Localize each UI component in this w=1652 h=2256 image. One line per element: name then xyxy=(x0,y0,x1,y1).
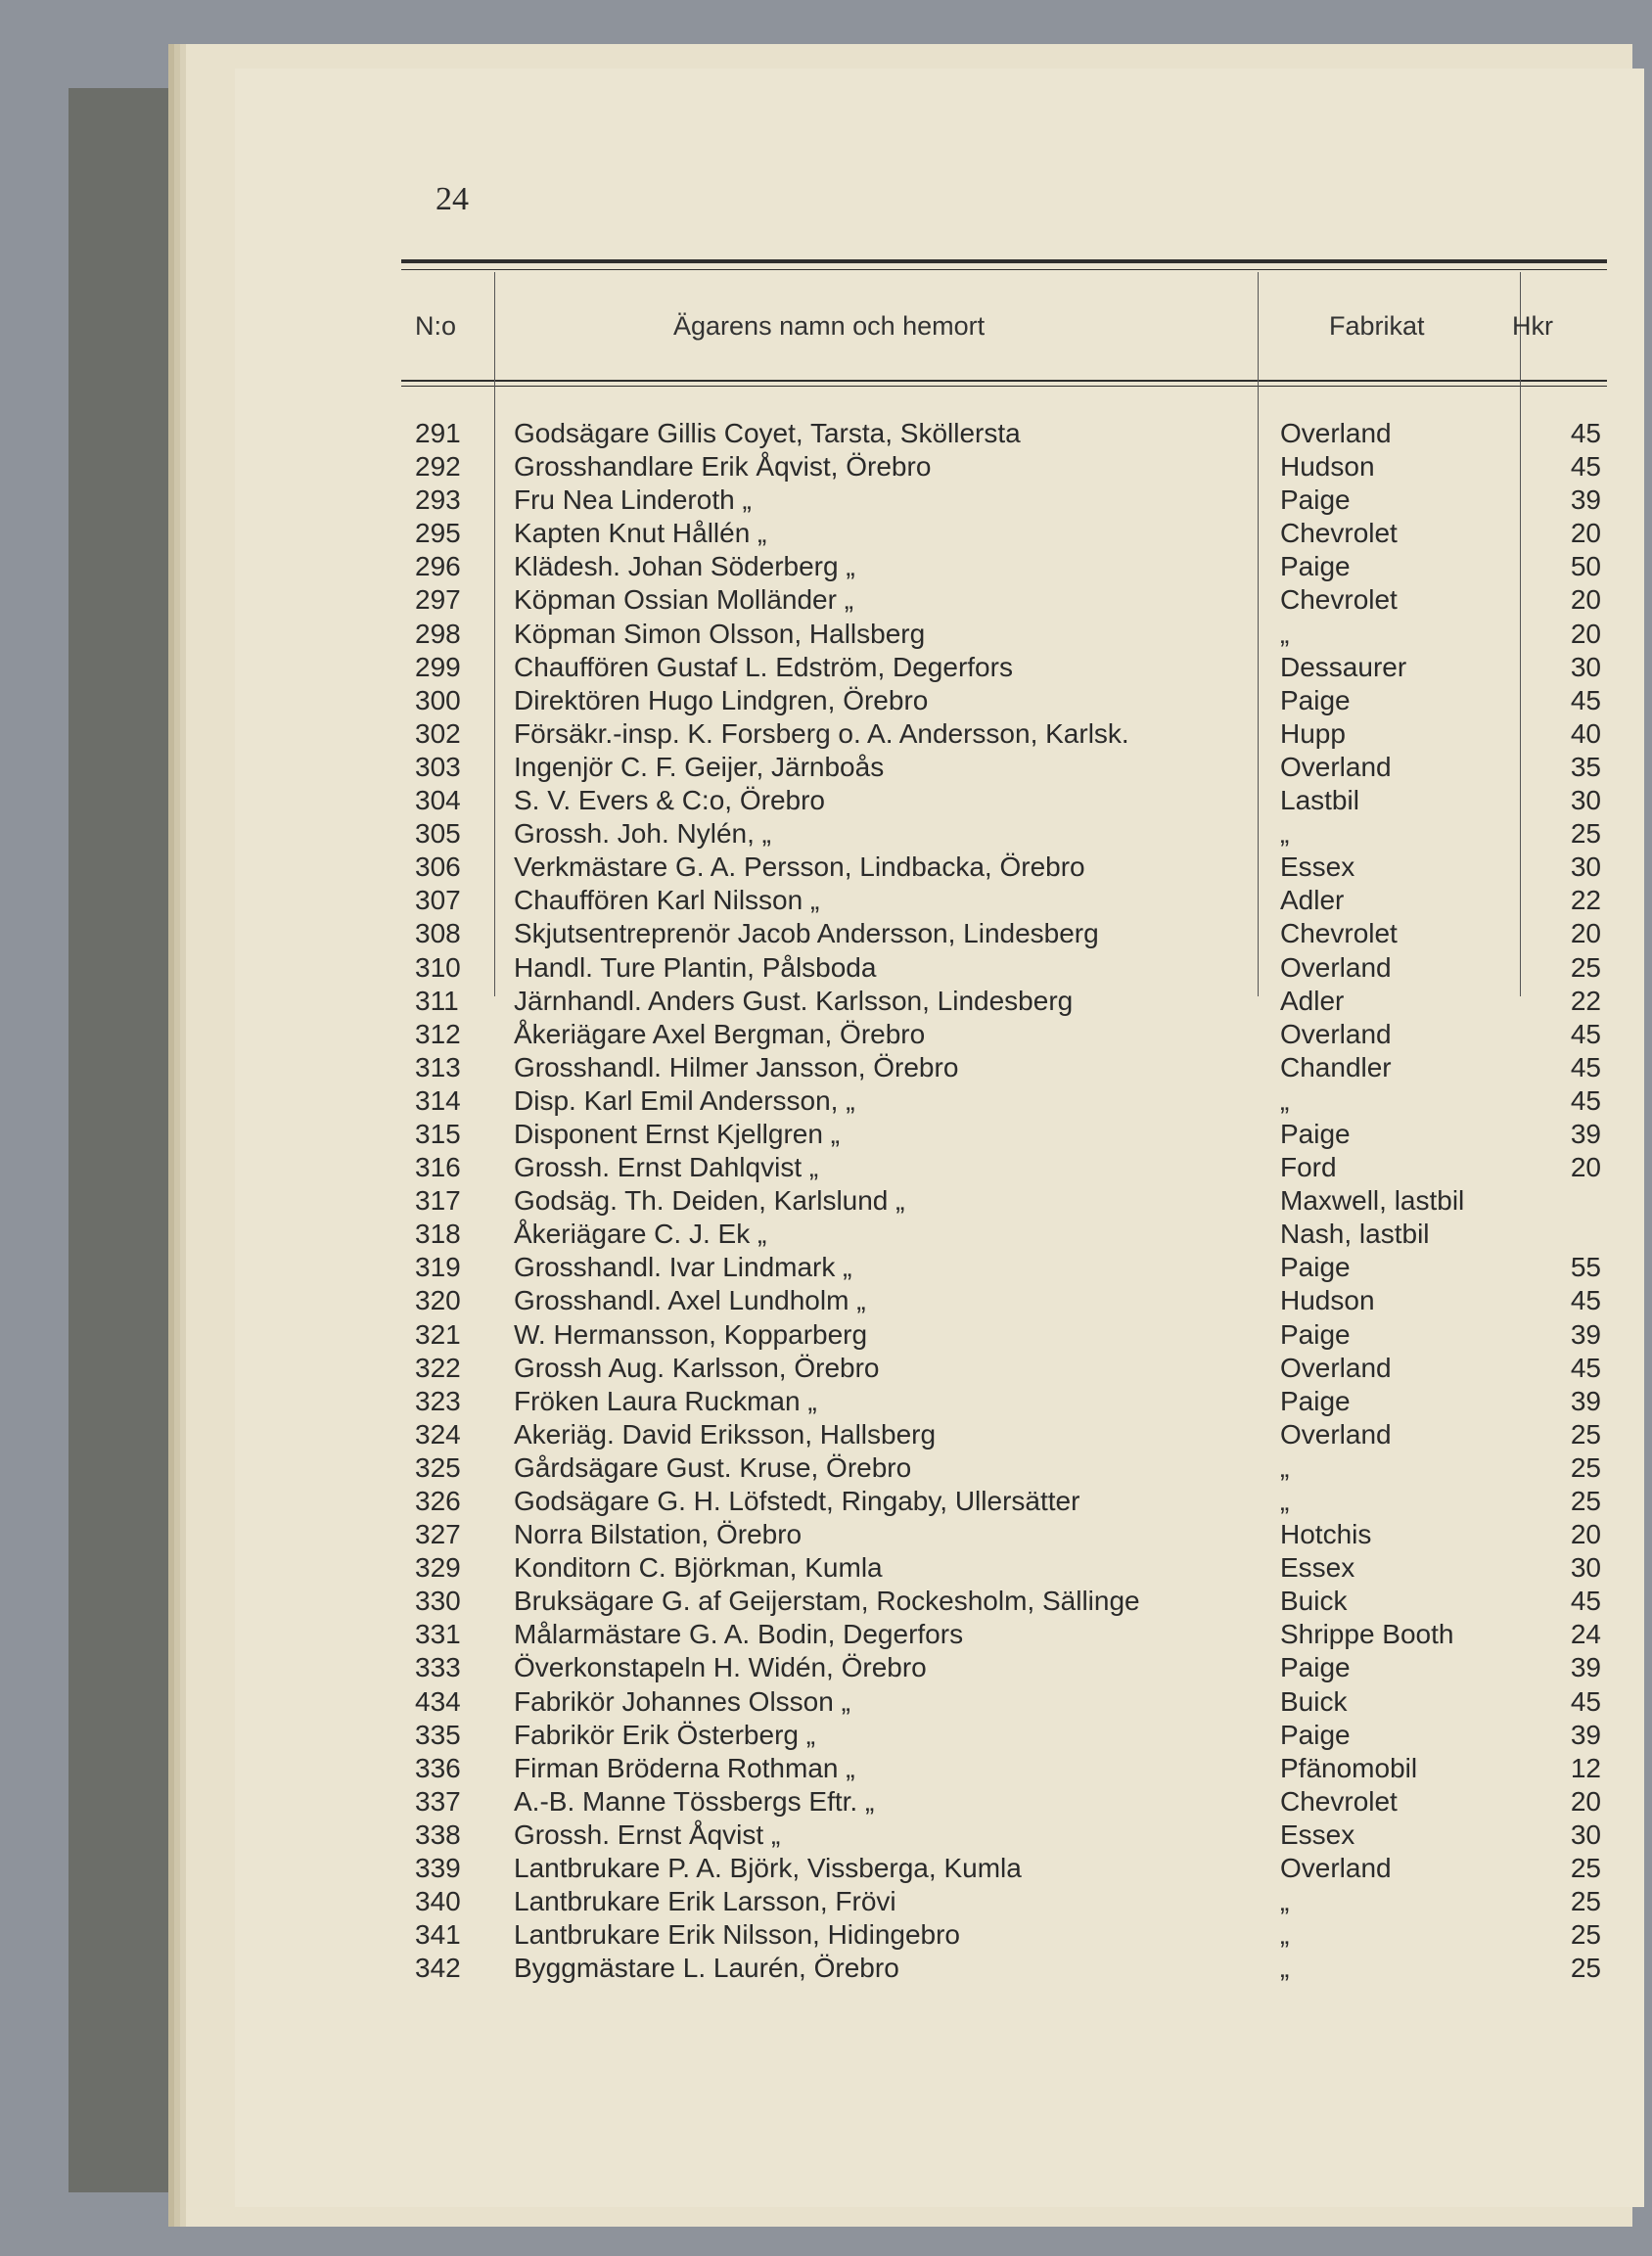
row-hp: 45 xyxy=(1570,1352,1601,1383)
row-number: 325 xyxy=(415,1451,461,1483)
row-make: Hudson xyxy=(1280,451,1375,483)
table-row xyxy=(401,1685,1607,1719)
table-row xyxy=(401,784,1607,817)
row-number: 312 xyxy=(415,1018,461,1049)
row-number: 329 xyxy=(415,1552,461,1584)
table-row xyxy=(401,1952,1607,1985)
row-hp: 39 xyxy=(1570,484,1601,516)
row-make: „ xyxy=(1280,1953,1290,1984)
row-hp: 45 xyxy=(1570,1051,1601,1082)
header-make: Fabrikat xyxy=(1329,311,1425,341)
row-owner: Åkeriägare Axel Bergman, Örebro xyxy=(514,1018,926,1049)
row-number: 317 xyxy=(415,1185,461,1217)
row-hp: 45 xyxy=(1570,1685,1601,1717)
row-number: 341 xyxy=(415,1919,461,1951)
table-row xyxy=(401,1051,1607,1084)
row-number: 313 xyxy=(415,1051,461,1082)
table-row xyxy=(401,1418,1607,1451)
row-make: Paige xyxy=(1280,1385,1351,1416)
table-row xyxy=(401,1184,1607,1218)
row-number: 314 xyxy=(415,1084,461,1116)
row-make: Paige xyxy=(1280,551,1351,582)
row-hp: 50 xyxy=(1570,551,1601,582)
row-owner: Verkmästare G. A. Persson, Lindbacka, Örebro xyxy=(514,852,1085,883)
table-row xyxy=(401,1785,1607,1819)
registry-table xyxy=(401,417,1607,1985)
row-number: 333 xyxy=(415,1652,461,1683)
row-hp: 20 xyxy=(1570,1785,1601,1817)
table-row xyxy=(401,1251,1607,1284)
table-row xyxy=(401,1885,1607,1918)
top-rule xyxy=(401,259,1607,263)
row-number: 310 xyxy=(415,951,461,983)
row-owner: Grossh. Joh. Nylén, „ xyxy=(514,818,771,850)
row-owner: Ingenjör C. F. Geijer, Järnboås xyxy=(514,751,885,782)
row-make: Maxwell, lastbil xyxy=(1280,1185,1465,1217)
row-make: Dessaurer xyxy=(1280,651,1407,682)
table-row xyxy=(401,951,1607,985)
row-hp: 25 xyxy=(1570,1953,1601,1984)
row-number: 321 xyxy=(415,1318,461,1350)
table-row xyxy=(401,1385,1607,1418)
row-make: Paige xyxy=(1280,1118,1351,1149)
row-hp: 24 xyxy=(1570,1619,1601,1650)
row-make: Paige xyxy=(1280,684,1351,715)
row-hp: 30 xyxy=(1570,1819,1601,1850)
table-row xyxy=(401,417,1607,450)
row-number: 297 xyxy=(415,584,461,616)
row-number: 298 xyxy=(415,618,461,649)
row-number: 303 xyxy=(415,751,461,782)
row-owner: Godsägare G. H. Löfstedt, Ringaby, Ullersätter xyxy=(514,1486,1080,1516)
row-number: 292 xyxy=(415,451,461,483)
table-row xyxy=(401,1752,1607,1785)
row-make: Adler xyxy=(1280,985,1345,1016)
row-number: 320 xyxy=(415,1285,461,1316)
row-number: 299 xyxy=(415,651,461,682)
row-number: 316 xyxy=(415,1152,461,1183)
row-make: Chandler xyxy=(1280,1051,1392,1082)
row-owner: Lantbrukare Erik Nilsson, Hidingebro xyxy=(514,1919,960,1951)
row-number: 335 xyxy=(415,1719,461,1750)
row-number: 311 xyxy=(415,985,459,1016)
table-row xyxy=(401,1084,1607,1118)
table-row xyxy=(401,1318,1607,1352)
table-row xyxy=(401,1352,1607,1385)
row-make: Overland xyxy=(1280,1853,1392,1884)
row-owner: Fabrikör Johannes Olsson „ xyxy=(514,1685,850,1717)
table-row xyxy=(401,450,1607,483)
row-hp: 45 xyxy=(1570,1084,1601,1116)
table-row xyxy=(401,1719,1607,1752)
table-row xyxy=(401,1518,1607,1551)
table-row xyxy=(401,1819,1607,1852)
row-owner: Grosshandl. Hilmer Jansson, Örebro xyxy=(514,1051,959,1082)
row-owner: W. Hermansson, Kopparberg xyxy=(514,1318,868,1350)
header-rule xyxy=(401,380,1607,382)
row-number: 307 xyxy=(415,885,461,916)
row-hp: 30 xyxy=(1570,852,1601,883)
table-row xyxy=(401,1151,1607,1184)
table-row xyxy=(401,1618,1607,1651)
row-number: 339 xyxy=(415,1853,461,1884)
row-owner: Målarmästare G. A. Bodin, Degerfors xyxy=(514,1619,964,1650)
row-make: „ xyxy=(1280,1886,1290,1917)
row-number: 318 xyxy=(415,1219,461,1250)
row-make: Overland xyxy=(1280,418,1392,448)
row-make: Overland xyxy=(1280,1352,1392,1383)
table-row xyxy=(401,517,1607,550)
row-owner: Klädesh. Johan Söderberg „ xyxy=(514,551,855,582)
row-owner: Konditorn C. Björkman, Kumla xyxy=(514,1552,883,1584)
row-hp: 25 xyxy=(1570,1418,1601,1450)
table-row xyxy=(401,1551,1607,1585)
row-number: 337 xyxy=(415,1785,461,1817)
row-make: „ xyxy=(1280,1451,1290,1483)
row-owner: Försäkr.-insp. K. Forsberg o. A. Andersson, Karlsk. xyxy=(514,717,1129,749)
row-hp: 39 xyxy=(1570,1385,1601,1416)
row-hp: 45 xyxy=(1570,1586,1601,1617)
header-no: N:o xyxy=(415,311,457,341)
row-hp: 55 xyxy=(1570,1252,1601,1283)
row-owner: Gårdsägare Gust. Kruse, Örebro xyxy=(514,1451,912,1483)
row-hp: 45 xyxy=(1570,1018,1601,1049)
row-number: 291 xyxy=(415,418,461,448)
row-hp: 45 xyxy=(1570,451,1601,483)
row-owner: Grosshandl. Ivar Lindmark „ xyxy=(514,1252,852,1283)
row-hp: 25 xyxy=(1570,818,1601,850)
row-number: 305 xyxy=(415,818,461,850)
table-row xyxy=(401,651,1607,684)
row-make: Essex xyxy=(1280,852,1355,883)
row-owner: Lantbrukare Erik Larsson, Frövi xyxy=(514,1886,896,1917)
header-owner: Ägarens namn och hemort xyxy=(673,311,986,341)
table-row xyxy=(401,917,1607,950)
row-owner: Köpman Ossian Molländer „ xyxy=(514,584,854,616)
table-row xyxy=(401,884,1607,917)
row-make: Paige xyxy=(1280,1652,1351,1683)
row-owner: Akeriäg. David Eriksson, Hallsberg xyxy=(514,1418,937,1450)
table-row xyxy=(401,751,1607,784)
row-owner: Bruksägare G. af Geijerstam, Rockesholm, Sällinge xyxy=(514,1586,1140,1617)
row-owner: Överkonstapeln H. Widén, Örebro xyxy=(514,1652,927,1683)
row-owner: Chauffören Karl Nilsson „ xyxy=(514,885,820,916)
row-owner: Grossh. Ernst Dahlqvist „ xyxy=(514,1152,819,1183)
row-owner: Grosshandlare Erik Åqvist, Örebro xyxy=(514,451,932,483)
row-make: Hudson xyxy=(1280,1285,1375,1316)
row-make: Chevrolet xyxy=(1280,918,1398,949)
row-hp: 35 xyxy=(1570,751,1601,782)
table-row xyxy=(401,1651,1607,1684)
row-owner: Chauffören Gustaf L. Edström, Degerfors xyxy=(514,651,1013,682)
row-make: Buick xyxy=(1280,1685,1348,1717)
row-hp: 40 xyxy=(1570,717,1601,749)
row-hp: 25 xyxy=(1570,1486,1601,1516)
row-owner: Disp. Karl Emil Andersson, „ xyxy=(514,1084,855,1116)
row-owner: Byggmästare L. Laurén, Örebro xyxy=(514,1953,899,1984)
row-hp: 39 xyxy=(1570,1118,1601,1149)
header-hp: Hkr xyxy=(1512,311,1553,341)
table-row xyxy=(401,1218,1607,1251)
row-hp: 20 xyxy=(1570,618,1601,649)
table-row xyxy=(401,618,1607,651)
row-number: 331 xyxy=(415,1619,461,1650)
row-hp: 45 xyxy=(1570,418,1601,448)
row-owner: Åkeriägare C. J. Ek „ xyxy=(514,1219,767,1250)
row-hp: 20 xyxy=(1570,1519,1601,1550)
header-rule-thin xyxy=(401,386,1607,387)
row-hp: 20 xyxy=(1570,518,1601,549)
row-make: „ xyxy=(1280,1486,1290,1516)
row-make: Paige xyxy=(1280,484,1351,516)
row-owner: Godsägare Gillis Coyet, Tarsta, Sköllersta xyxy=(514,418,1021,448)
row-number: 324 xyxy=(415,1418,461,1450)
row-hp: 45 xyxy=(1570,1285,1601,1316)
row-hp: 20 xyxy=(1570,1152,1601,1183)
row-owner: Köpman Simon Olsson, Hallsberg xyxy=(514,618,926,649)
row-owner: Grosshandl. Axel Lundholm „ xyxy=(514,1285,866,1316)
row-hp: 45 xyxy=(1570,684,1601,715)
table-row xyxy=(401,851,1607,884)
row-number: 330 xyxy=(415,1586,461,1617)
row-make: „ xyxy=(1280,818,1290,850)
row-owner: Grossh Aug. Karlsson, Örebro xyxy=(514,1352,880,1383)
row-number: 302 xyxy=(415,717,461,749)
row-number: 342 xyxy=(415,1953,461,1984)
row-hp: 22 xyxy=(1570,885,1601,916)
row-make: Chevrolet xyxy=(1280,584,1398,616)
row-make: Buick xyxy=(1280,1586,1348,1617)
row-hp: 30 xyxy=(1570,1552,1601,1584)
row-make: Chevrolet xyxy=(1280,1785,1398,1817)
table-row xyxy=(401,1451,1607,1485)
row-make: Paige xyxy=(1280,1318,1351,1350)
page-number: 24 xyxy=(436,181,469,217)
row-owner: Skjutsentreprenör Jacob Andersson, Lindesberg xyxy=(514,918,1099,949)
top-rule-thin xyxy=(401,269,1607,270)
table-row xyxy=(401,1918,1607,1952)
row-owner: Norra Bilstation, Örebro xyxy=(514,1519,803,1550)
table-row xyxy=(401,1284,1607,1317)
table-row xyxy=(401,684,1607,717)
row-make: Pfänomobil xyxy=(1280,1752,1418,1783)
row-number: 315 xyxy=(415,1118,461,1149)
row-make: Nash, lastbil xyxy=(1280,1219,1430,1250)
row-hp: 39 xyxy=(1570,1318,1601,1350)
row-make: Paige xyxy=(1280,1719,1351,1750)
row-owner: Direktören Hugo Lindgren, Örebro xyxy=(514,684,929,715)
row-number: 434 xyxy=(415,1685,461,1717)
row-make: Overland xyxy=(1280,1418,1392,1450)
table-row xyxy=(401,1118,1607,1151)
row-make: Ford xyxy=(1280,1152,1337,1183)
row-owner: Firman Bröderna Rothman „ xyxy=(514,1752,855,1783)
row-number: 296 xyxy=(415,551,461,582)
row-number: 323 xyxy=(415,1385,461,1416)
row-make: „ xyxy=(1280,1919,1290,1951)
row-number: 326 xyxy=(415,1486,461,1516)
row-make: Paige xyxy=(1280,1252,1351,1283)
row-hp: 30 xyxy=(1570,651,1601,682)
row-make: Overland xyxy=(1280,951,1392,983)
row-hp: 25 xyxy=(1570,1919,1601,1951)
row-hp: 39 xyxy=(1570,1719,1601,1750)
row-number: 306 xyxy=(415,852,461,883)
row-owner: Fröken Laura Ruckman „ xyxy=(514,1385,817,1416)
row-owner: A.-B. Manne Tössbergs Eftr. „ xyxy=(514,1785,875,1817)
row-make: „ xyxy=(1280,1084,1290,1116)
row-number: 336 xyxy=(415,1752,461,1783)
table-row xyxy=(401,1585,1607,1618)
table-row xyxy=(401,717,1607,751)
row-number: 293 xyxy=(415,484,461,516)
row-make: Lastbil xyxy=(1280,785,1359,816)
row-make: Adler xyxy=(1280,885,1345,916)
row-number: 304 xyxy=(415,785,461,816)
row-make: „ xyxy=(1280,618,1290,649)
table-row xyxy=(401,817,1607,851)
row-hp: 25 xyxy=(1570,1451,1601,1483)
row-owner: Fabrikör Erik Österberg „ xyxy=(514,1719,816,1750)
row-hp: 25 xyxy=(1570,1886,1601,1917)
row-make: Overland xyxy=(1280,1018,1392,1049)
row-hp: 25 xyxy=(1570,951,1601,983)
row-make: Chevrolet xyxy=(1280,518,1398,549)
table-row xyxy=(401,1485,1607,1518)
row-hp: 20 xyxy=(1570,584,1601,616)
row-owner: Disponent Ernst Kjellgren „ xyxy=(514,1118,841,1149)
row-owner: S. V. Evers & C:o, Örebro xyxy=(514,785,825,816)
row-hp: 25 xyxy=(1570,1853,1601,1884)
row-owner: Godsäg. Th. Deiden, Karlslund „ xyxy=(514,1185,905,1217)
row-hp: 12 xyxy=(1570,1752,1601,1783)
row-hp: 39 xyxy=(1570,1652,1601,1683)
row-owner: Kapten Knut Hållén „ xyxy=(514,518,767,549)
row-owner: Handl. Ture Plantin, Pålsboda xyxy=(514,951,877,983)
row-number: 308 xyxy=(415,918,461,949)
row-make: Hotchis xyxy=(1280,1519,1372,1550)
row-make: Shrippe Booth xyxy=(1280,1619,1454,1650)
row-number: 340 xyxy=(415,1886,461,1917)
table-row xyxy=(401,550,1607,583)
row-number: 319 xyxy=(415,1252,461,1283)
row-make: Hupp xyxy=(1280,717,1346,749)
table-header xyxy=(401,311,1607,350)
row-owner: Grossh. Ernst Åqvist „ xyxy=(514,1819,781,1850)
table-row xyxy=(401,1018,1607,1051)
table-row xyxy=(401,1852,1607,1885)
table-row xyxy=(401,483,1607,517)
row-number: 327 xyxy=(415,1519,461,1550)
row-number: 295 xyxy=(415,518,461,549)
row-hp: 30 xyxy=(1570,785,1601,816)
row-number: 322 xyxy=(415,1352,461,1383)
row-owner: Fru Nea Linderoth „ xyxy=(514,484,752,516)
table-row xyxy=(401,985,1607,1018)
table-row xyxy=(401,583,1607,617)
row-number: 338 xyxy=(415,1819,461,1850)
row-number: 300 xyxy=(415,684,461,715)
row-owner: Lantbrukare P. A. Björk, Vissberga, Kumla xyxy=(514,1853,1022,1884)
row-make: Essex xyxy=(1280,1552,1355,1584)
row-owner: Järnhandl. Anders Gust. Karlsson, Lindesberg xyxy=(514,985,1074,1016)
row-make: Essex xyxy=(1280,1819,1355,1850)
row-hp: 20 xyxy=(1570,918,1601,949)
row-hp: 22 xyxy=(1570,985,1601,1016)
row-make: Overland xyxy=(1280,751,1392,782)
